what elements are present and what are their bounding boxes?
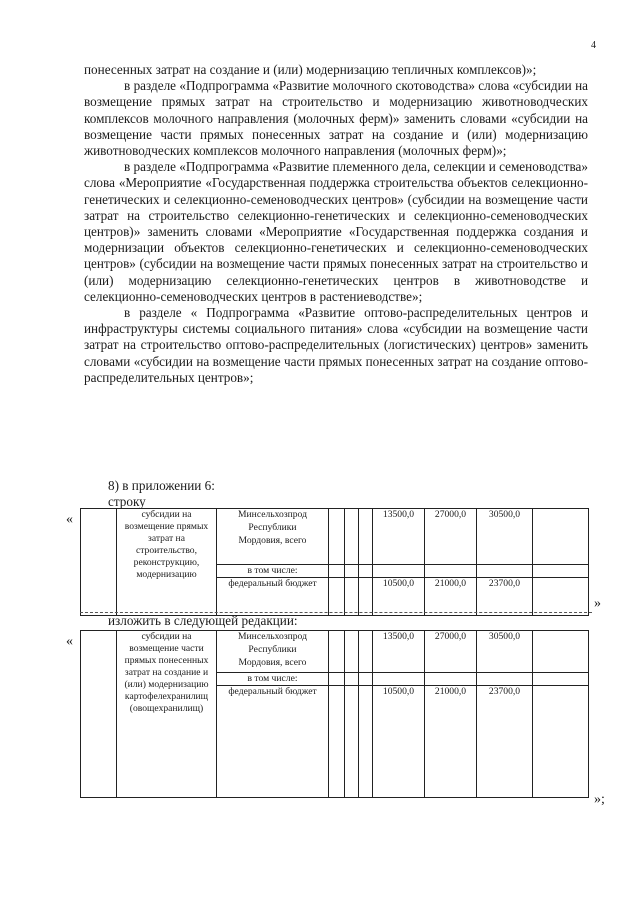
value-cell: 10500,0 bbox=[373, 686, 425, 798]
replace-label: изложить в следующей редакции: bbox=[108, 613, 298, 628]
blank-cell bbox=[81, 631, 117, 798]
value-cell: 13500,0 bbox=[373, 509, 425, 565]
close-quote-old: » bbox=[594, 596, 601, 611]
executor-line-3: Мордовия, всего bbox=[238, 657, 307, 668]
open-quote-old: « bbox=[66, 512, 73, 527]
value-cell: 23700,0 bbox=[477, 686, 533, 798]
measure-name: субсидии на возмещение прямых затрат на строительство, реконструкцию, модернизацию bbox=[117, 509, 217, 616]
document-body bbox=[84, 62, 588, 386]
page-number: 4 bbox=[591, 40, 596, 51]
executor-line-1: Минсельхозпрод bbox=[238, 509, 307, 520]
value-cell: 10500,0 bbox=[373, 578, 425, 616]
close-quote-new: »; bbox=[594, 792, 605, 807]
including-label: в том числе: bbox=[217, 673, 329, 686]
value-cell: 21000,0 bbox=[425, 686, 477, 798]
item-label: 8) в приложении 6: bbox=[108, 478, 215, 493]
value-cell: 27000,0 bbox=[425, 509, 477, 565]
measure-name: субсидии на возмещение части прямых понесенных затрат на создание и (или) модернизацию картофелехранилищ (овощехранилищ) bbox=[117, 631, 217, 798]
value-cell: 30500,0 bbox=[477, 509, 533, 565]
row-label: строку bbox=[108, 494, 146, 509]
federal-budget-label: федеральный бюджет bbox=[217, 686, 329, 798]
paragraph-4: в разделе « Подпрограмма «Развитие оптово-распределительных центров и инфраструктуры системы социального питания» слова «субсидии на возмещение части затрат на строительство оптово-распределительных (логистических) центров» заменить словами «субсидии на возмещение части прямых понесенных затрат на создание оптово-распределительных центров»; bbox=[84, 305, 588, 385]
value-cell: 13500,0 bbox=[373, 631, 425, 673]
including-label: в том числе: bbox=[217, 565, 329, 578]
federal-budget-label: федеральный бюджет bbox=[217, 578, 329, 616]
executor-cell bbox=[217, 631, 329, 673]
value-cell: 23700,0 bbox=[477, 578, 533, 616]
old-table bbox=[80, 508, 589, 616]
new-table bbox=[80, 630, 589, 798]
executor-line-2: Республики bbox=[248, 644, 297, 655]
paragraph-3: в разделе «Подпрограмма «Развитие племенного дела, селекции и семеноводства» слова «Мероприятие «Государственная поддержка строительства объектов селекционно-генетических и селекционно-семеноводческих центров» (субсидии на возмещение части затрат на строительство селекционно-генетических и селекционно-семеноводческих центров)» заменить словами «Мероприятие «Государственная поддержка создания и модернизации объектов селекционно-генетических и селекционно-семеноводческих центров» (субсидии на возмещение части прямых понесенных затрат на строительство и (или) модернизацию селекционно-генетических центров в животноводстве и селекционно-семеноводческих центров в растениеводстве»; bbox=[84, 159, 588, 304]
paragraph-2: в разделе «Подпрограмма «Развитие молочного скотоводства» слова «субсидии на возмещение прямых затрат на строительство и модернизацию животноводческих комплексов молочного направления (молочных ферм)» заменить словами «субсидии на возмещение части прямых понесенных затрат на создание и (или) модернизацию животноводческих комплексов молочного направления (молочных ферм)»; bbox=[84, 78, 588, 159]
value-cell: 30500,0 bbox=[477, 631, 533, 673]
executor-line-3: Мордовия, всего bbox=[238, 535, 307, 546]
value-cell: 27000,0 bbox=[425, 631, 477, 673]
blank-cell bbox=[81, 509, 117, 616]
executor-line-2: Республики bbox=[248, 522, 297, 533]
open-quote-new: « bbox=[66, 634, 73, 649]
executor-cell bbox=[217, 509, 329, 565]
value-cell: 21000,0 bbox=[425, 578, 477, 616]
paragraph-1: понесенных затрат на создание и (или) модернизацию тепличных комплексов)»; bbox=[84, 62, 537, 77]
executor-line-1: Минсельхозпрод bbox=[238, 631, 307, 642]
